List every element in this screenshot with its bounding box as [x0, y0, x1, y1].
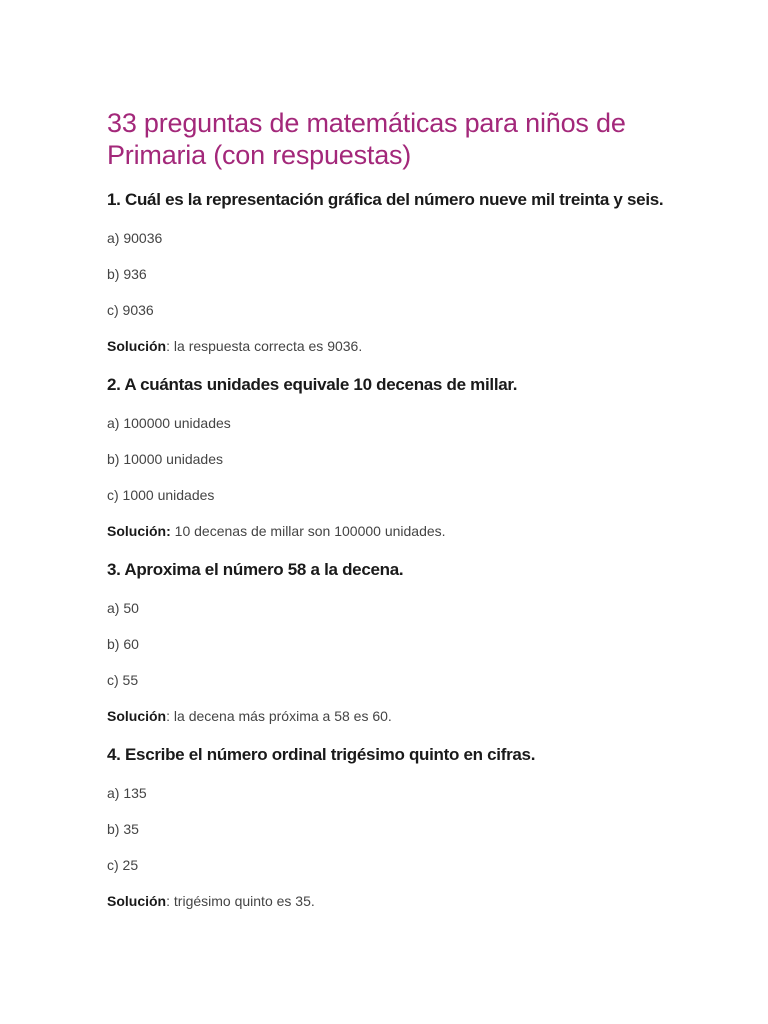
- question-block-2: [107, 374, 667, 539]
- page-title: 33 preguntas de matemáticas para niños de Primaria (con respuestas): [107, 108, 626, 170]
- question-block-4: [107, 744, 667, 909]
- answer-option: b) 60: [107, 636, 139, 652]
- answer-option: c) 9036: [107, 302, 154, 318]
- question-heading: 1. Cuál es la representación gráfica del número nueve mil treinta y seis.: [107, 190, 664, 209]
- solution-label: Solución: [107, 708, 167, 724]
- answer-option: a) 50: [107, 600, 139, 616]
- solution-text: : la respuesta correcta es 9036.: [166, 338, 363, 354]
- solution-line: [107, 523, 667, 539]
- question-block-3: [107, 559, 667, 724]
- solution-line: [107, 338, 667, 354]
- question-heading: 2. A cuántas unidades equivale 10 decenas de millar.: [107, 375, 518, 394]
- answer-option: a) 90036: [107, 230, 163, 246]
- solution-text: : la decena más próxima a 58 es 60.: [166, 708, 392, 724]
- question-heading: 4. Escribe el número ordinal trigésimo quinto en cifras.: [107, 745, 536, 764]
- answer-option: b) 35: [107, 821, 139, 837]
- solution-text: : trigésimo quinto es 35.: [166, 893, 315, 909]
- solution-text: 10 decenas de millar son 100000 unidades.: [170, 523, 446, 539]
- answer-option: a) 100000 unidades: [107, 415, 231, 431]
- document-page: [107, 107, 667, 929]
- solution-label: Solución:: [107, 523, 171, 539]
- question-heading: 3. Aproxima el número 58 a la decena.: [107, 560, 404, 579]
- answer-option: a) 135: [107, 785, 147, 801]
- answer-option: b) 10000 unidades: [107, 451, 223, 467]
- answer-option: c) 1000 unidades: [107, 487, 215, 503]
- answer-option: b) 936: [107, 266, 147, 282]
- question-block-1: [107, 189, 667, 354]
- answer-option: c) 55: [107, 672, 139, 688]
- solution-label: Solución: [107, 338, 167, 354]
- solution-line: [107, 708, 667, 724]
- solution-line: [107, 893, 667, 909]
- answer-option: c) 25: [107, 857, 139, 873]
- solution-label: Solución: [107, 893, 167, 909]
